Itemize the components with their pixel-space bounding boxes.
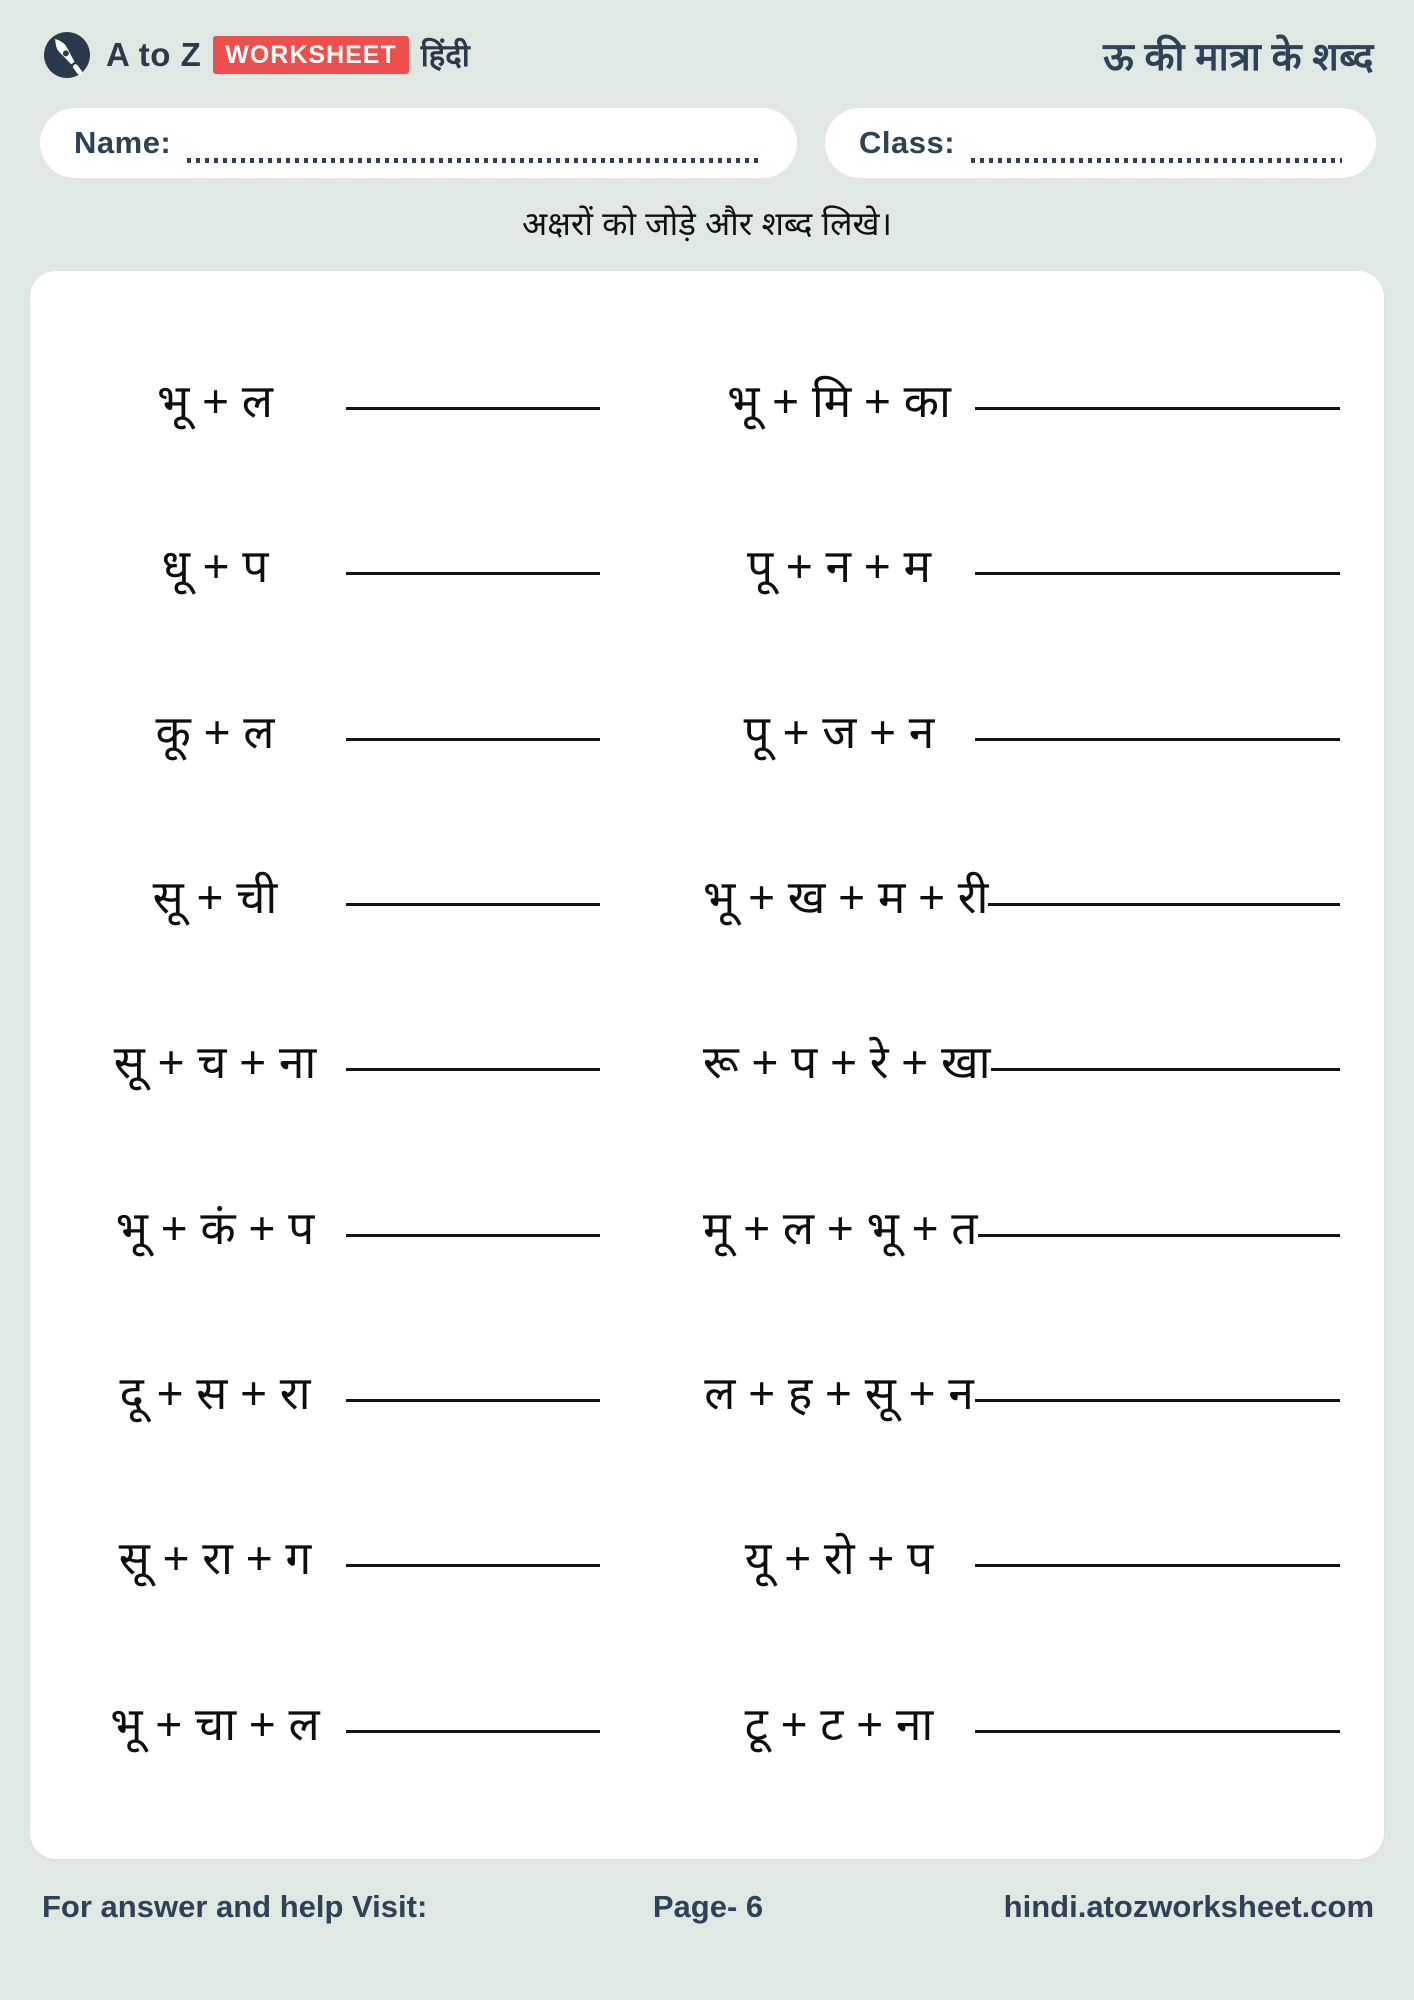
answer-blank[interactable] — [346, 1234, 600, 1237]
brand-worksheet-badge: WORKSHEET — [213, 36, 409, 74]
syllable-expression: पू + न + म — [746, 540, 931, 593]
exercise-cell — [703, 698, 1346, 767]
syllable-expression: रू + प + रे + खा — [703, 1036, 991, 1089]
name-field[interactable] — [40, 108, 797, 178]
syllable-expression: भू + ख + म + री — [703, 871, 989, 924]
syllable-expression: भू + कं + प — [115, 1201, 315, 1254]
pen-nib-icon — [40, 28, 94, 82]
exercise-cell — [60, 1194, 703, 1263]
answer-blank[interactable] — [346, 1730, 600, 1733]
exercise-cell — [703, 1194, 1346, 1263]
syllable-expression: भू + ल — [157, 375, 273, 428]
class-dotted-line[interactable] — [971, 158, 1342, 163]
syllable-expression: भू + मि + का — [727, 375, 951, 428]
class-field[interactable] — [825, 108, 1376, 178]
footer-site-url: hindi.atozworksheet.com — [1003, 1889, 1375, 1924]
syllable-expression: टू + ट + ना — [744, 1697, 934, 1750]
exercise-cell — [60, 1524, 703, 1593]
syllable-expression: सू + ची — [152, 871, 278, 924]
answer-blank[interactable] — [975, 1399, 1340, 1402]
exercise-row — [60, 815, 1346, 980]
answer-blank[interactable] — [346, 1068, 600, 1071]
footer-help-text: For answer and help Visit: — [42, 1889, 428, 1924]
answer-blank[interactable] — [346, 1399, 600, 1402]
answer-blank[interactable] — [346, 1564, 600, 1567]
brand-text-a-to-z: A to Z — [106, 36, 202, 73]
syllable-expression: सू + च + ना — [113, 1036, 317, 1089]
syllable-expression: कू + ल — [155, 705, 275, 758]
exercise-row — [60, 980, 1346, 1145]
exercise-cell — [60, 1028, 703, 1097]
exercise-cell — [60, 532, 703, 601]
exercise-row — [60, 650, 1346, 815]
answer-blank[interactable] — [346, 738, 600, 741]
page-title: ऊ की मात्रा के शब्द — [1103, 35, 1374, 79]
syllable-expression: ल + ह + सू + न — [704, 1367, 974, 1420]
exercise-row — [60, 484, 1346, 649]
answer-blank[interactable] — [978, 1234, 1340, 1237]
syllable-expression: पू + ज + न — [743, 705, 935, 758]
exercise-row — [60, 1642, 1346, 1807]
exercise-cell — [703, 1028, 1346, 1097]
answer-blank[interactable] — [346, 572, 600, 575]
syllable-expression: भू + चा + ल — [110, 1697, 320, 1750]
exercise-cell — [60, 863, 703, 932]
exercise-cell — [60, 698, 703, 767]
answer-blank[interactable] — [991, 1068, 1341, 1071]
name-dotted-line[interactable] — [187, 158, 763, 163]
name-label: Name: — [74, 125, 172, 160]
answer-blank[interactable] — [975, 1564, 1340, 1567]
syllable-expression: मू + ल + भू + त — [703, 1201, 978, 1254]
brand-logo — [40, 28, 470, 82]
answer-blank[interactable] — [975, 572, 1340, 575]
syllable-expression: धू + प — [161, 540, 269, 593]
exercise-cell — [703, 1359, 1346, 1428]
page-footer — [42, 1889, 1374, 1925]
exercise-cell — [703, 1690, 1346, 1759]
exercise-cell — [60, 1690, 703, 1759]
answer-blank[interactable] — [975, 738, 1340, 741]
exercise-row — [60, 319, 1346, 484]
answer-blank[interactable] — [975, 1730, 1340, 1733]
exercise-cell — [60, 367, 703, 436]
exercise-cell — [703, 1524, 1346, 1593]
exercise-cell — [703, 863, 1346, 932]
brand-language-label: हिंदी — [420, 38, 470, 73]
syllable-expression: यू + रो + प — [744, 1532, 934, 1585]
exercise-row — [60, 1311, 1346, 1476]
exercise-cell — [703, 532, 1346, 601]
footer-page-number: Page- 6 — [652, 1889, 764, 1924]
header — [0, 0, 1414, 84]
instruction-text: अक्षरों को जोड़े और शब्द लिखे। — [522, 205, 892, 242]
exercise-row — [60, 1476, 1346, 1641]
exercise-row — [60, 1146, 1346, 1311]
answer-blank[interactable] — [346, 903, 600, 906]
syllable-expression: सू + रा + ग — [118, 1532, 312, 1585]
exercise-card — [30, 271, 1384, 1859]
exercise-cell — [703, 367, 1346, 436]
answer-blank[interactable] — [346, 407, 600, 410]
class-label: Class: — [859, 125, 956, 160]
answer-blank[interactable] — [988, 903, 1340, 906]
name-class-row — [40, 108, 1376, 178]
exercise-cell — [60, 1359, 703, 1428]
answer-blank[interactable] — [975, 407, 1340, 410]
syllable-expression: दू + स + रा — [119, 1367, 311, 1420]
